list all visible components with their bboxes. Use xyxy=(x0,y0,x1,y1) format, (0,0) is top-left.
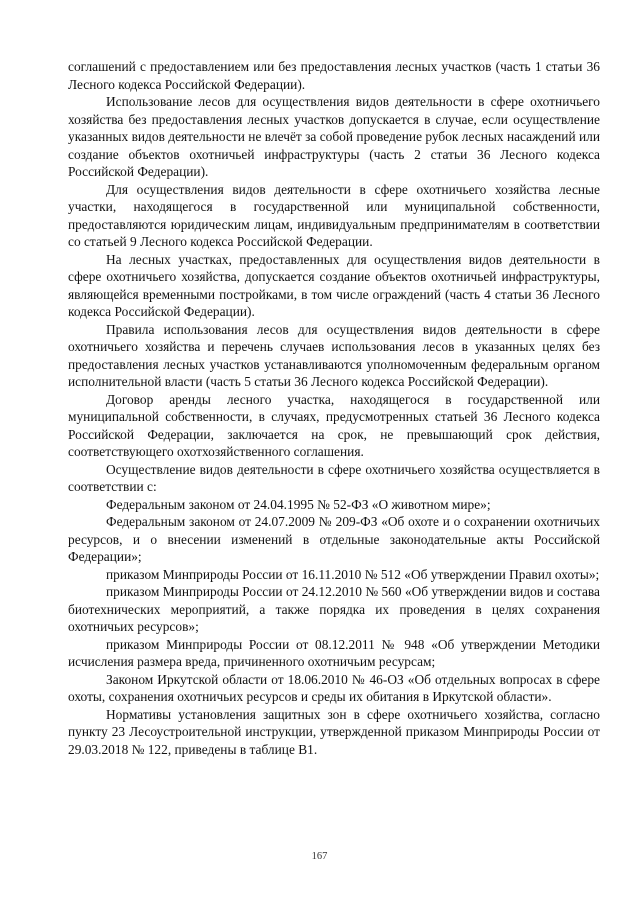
list-item-law-52: Федеральным законом от 24.04.1995 № 52-ФЗ «О животном мире»; xyxy=(106,496,491,512)
paragraph-lease-agreement: Договор аренды лесного участка, находящегося в государственной или муниципальной собственности, в случаях, предусмотренных статьей 36 Лесного кодекса Российской Федерации, заключается на срок, не превышающий срок действия, соответствующего охотхозяйственного соглашения. xyxy=(68,391,600,459)
paragraph-protective-zones: Нормативы установления защитных зон в сфере охотничьего хозяйства, согласно пункту 23 Лесоустроительной инструкции, утвержденной приказом Минприроды России от 29.03.2018 № 122, приведены в таблице В1. xyxy=(68,706,600,757)
paragraph-usage-rules: Правила использования лесов для осуществления видов деятельности в сфере охотничьего хозяйства и перечень случаев использования лесов в указанных целях без предоставления лесных участков устанавливаются уполномоченным федеральным органом исполнительной власти (часть 5 статьи 36 Лесного кодекса Российской Федерации). xyxy=(68,321,600,389)
list-item-irkutsk-law: Законом Иркутской области от 18.06.2010 № 46-ОЗ «Об отдельных вопросах в сфере охоты, сохранения охотничьих ресурсов и среды их обитания в Иркутской области». xyxy=(68,671,600,704)
page-number: 167 xyxy=(311,851,328,862)
list-item-law-209: Федеральным законом от 24.07.2009 № 209-ФЗ «Об охоте и о сохранении охотничьих ресурсов, и о внесении изменений в отдельные законодательные акты Российской Федерации»; xyxy=(68,514,600,564)
paragraph-legal-basis-intro: Осуществление видов деятельности в сфере охотничьего хозяйства осуществляется в соответствии с: xyxy=(68,461,600,494)
paragraph-usage-without-plots: Использование лесов для осуществления видов деятельности в сфере охотничьего хозяйства без предоставления лесных участков допускается в случае, если осуществление указанных видов деятельности не влечёт за собой проведение рубок лесных насаждений или создание объектов охотничьей инфраструктуры (часть 2 статьи 36 Лесного кодекса Российской Федерации). xyxy=(68,94,600,179)
document-body xyxy=(68,58,600,758)
paragraph-plot-provision: Для осуществления видов деятельности в сфере охотничьего хозяйства лесные участки, находящегося в государственной или муниципальной собственности, предоставляются юридическим лицам, индивидуальным предпринимателям в соответствии со статьей 9 Лесного кодекса Российской Федерации. xyxy=(68,181,600,249)
paragraph-infrastructure: На лесных участках, предоставленных для осуществления видов деятельности в сфере охотничьего хозяйства, допускается создание объектов охотничьей инфраструктуры, являющейся временными постройками, в том числе ограждений (часть 4 статьи 36 Лесного кодекса Российской Федерации). xyxy=(68,251,600,319)
list-item-order-560: приказом Минприроды России от 24.12.2010 № 560 «Об утверждении видов и состава биотехнических мероприятий, а также порядка их проведения в целях сохранения охотничьих ресурсов»; xyxy=(68,584,600,634)
list-item-order-512: приказом Минприроды России от 16.11.2010 № 512 «Об утверждении Правил охоты»; xyxy=(106,566,600,582)
paragraph-continuation: соглашений с предоставлением или без предоставления лесных участков (часть 1 статьи 36 Лесного кодекса Российской Федерации). xyxy=(68,59,600,92)
list-item-order-948: приказом Минприроды России от 08.12.2011 № 948 «Об утверждении Методики исчисления размера вреда, причиненного охотничьим ресурсам; xyxy=(68,636,600,669)
